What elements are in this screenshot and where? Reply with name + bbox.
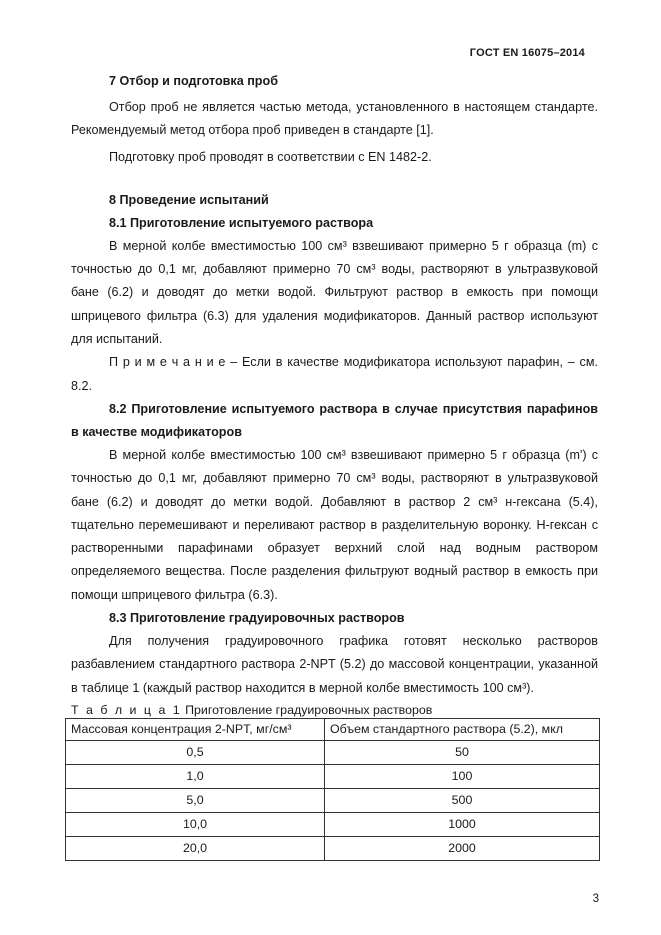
table-row (66, 740, 600, 764)
cell-concentration: 0,5 (66, 740, 325, 764)
cell-concentration: 5,0 (66, 788, 325, 812)
section-8-3-paragraph: Для получения градуировочного графика готовят несколько растворов разбавлением стандартного раствора 2-NPT (5.2) до массовой концентрации, указанной в таблице 1 (каждый раствор находится в мерной колбе вместимость 100 см³). (71, 634, 598, 695)
table-caption-text: Приготовление градуировочных растворов (181, 702, 433, 717)
section-7-paragraph-2: Подготовку проб проводят в соответствии с EN 1482-2. (109, 149, 432, 164)
table-row (66, 764, 600, 788)
section-8-3-heading: 8.3 Приготовление градуировочных растворов (109, 611, 405, 626)
section-8-heading: 8 Проведение испытаний (109, 192, 269, 207)
cell-volume: 2000 (325, 836, 600, 860)
cell-volume: 100 (325, 764, 600, 788)
calibration-table (65, 718, 600, 861)
table-header-row (66, 718, 600, 740)
cell-volume: 50 (325, 740, 600, 764)
cell-concentration: 1,0 (66, 764, 325, 788)
header-volume: Объем стандартного раствора (5.2), мкл (325, 718, 600, 740)
section-8-2-paragraph: В мерной колбе вместимостью 100 см³ взвешивают примерно 5 г образца (m') с точностью до 0,1 мг, добавляют примерно 70 см³ воды, растворяют в ультразвуковой бане (6.2) и доводят до метки водой. Добавляют в раствор 2 см³ н-гексана (5.4), тщательно перемешивают и переливают раствор в разделительную воронку. Н-гексан с растворенными парафинами образует верхний слой над водным раствором определяемого вещества. После разделения фильтруют водный раствор в емкость при помощи шприцевого фильтра (6.3). (71, 447, 598, 602)
document-header: ГОСТ EN 16075–2014 (469, 47, 585, 59)
header-concentration: Массовая концентрация 2-NPT, мг/см³ (66, 718, 325, 740)
table-row (66, 788, 600, 812)
cell-volume: 500 (325, 788, 600, 812)
cell-concentration: 10,0 (66, 812, 325, 836)
cell-concentration: 20,0 (66, 836, 325, 860)
note-text: – Если в качестве модификатора используют парафин, – см. 8.2. (71, 355, 598, 393)
cell-volume: 1000 (325, 812, 600, 836)
section-8-1-paragraph: В мерной колбе вместимостью 100 см³ взвешивают примерно 5 г образца (m) с точностью до 0,1 мг, добавляют примерно 70 см³ воды, растворяют в ультразвуковой бане (6.2) и доводят до метки водой. Фильтруют раствор в емкость при помощи шприцевого фильтра (6.3) для удаления модификаторов. Данный раствор используют для испытаний. (71, 238, 598, 347)
section-8-2-heading: 8.2 Приготовление испытуемого раствора в случае присутствия парафинов в качестве модификаторов (71, 401, 598, 439)
note-label: П р и м е ч а н и е (109, 355, 226, 370)
table-caption-label: Т а б л и ц а 1 (71, 702, 182, 717)
note-paragraph (71, 351, 598, 398)
section-7-paragraph-1: Отбор проб не является частью метода, установленного в настоящем стандарте. Рекомендуемый метод отбора проб приведен в стандарте [1]. (71, 100, 598, 138)
page-content (71, 70, 598, 861)
section-8-1-heading: 8.1 Приготовление испытуемого раствора (109, 215, 374, 230)
table-row (66, 812, 600, 836)
table-row (66, 836, 600, 860)
table-caption (71, 702, 598, 718)
section-7-heading: 7 Отбор и подготовка проб (109, 74, 278, 88)
page-number: 3 (592, 893, 599, 905)
